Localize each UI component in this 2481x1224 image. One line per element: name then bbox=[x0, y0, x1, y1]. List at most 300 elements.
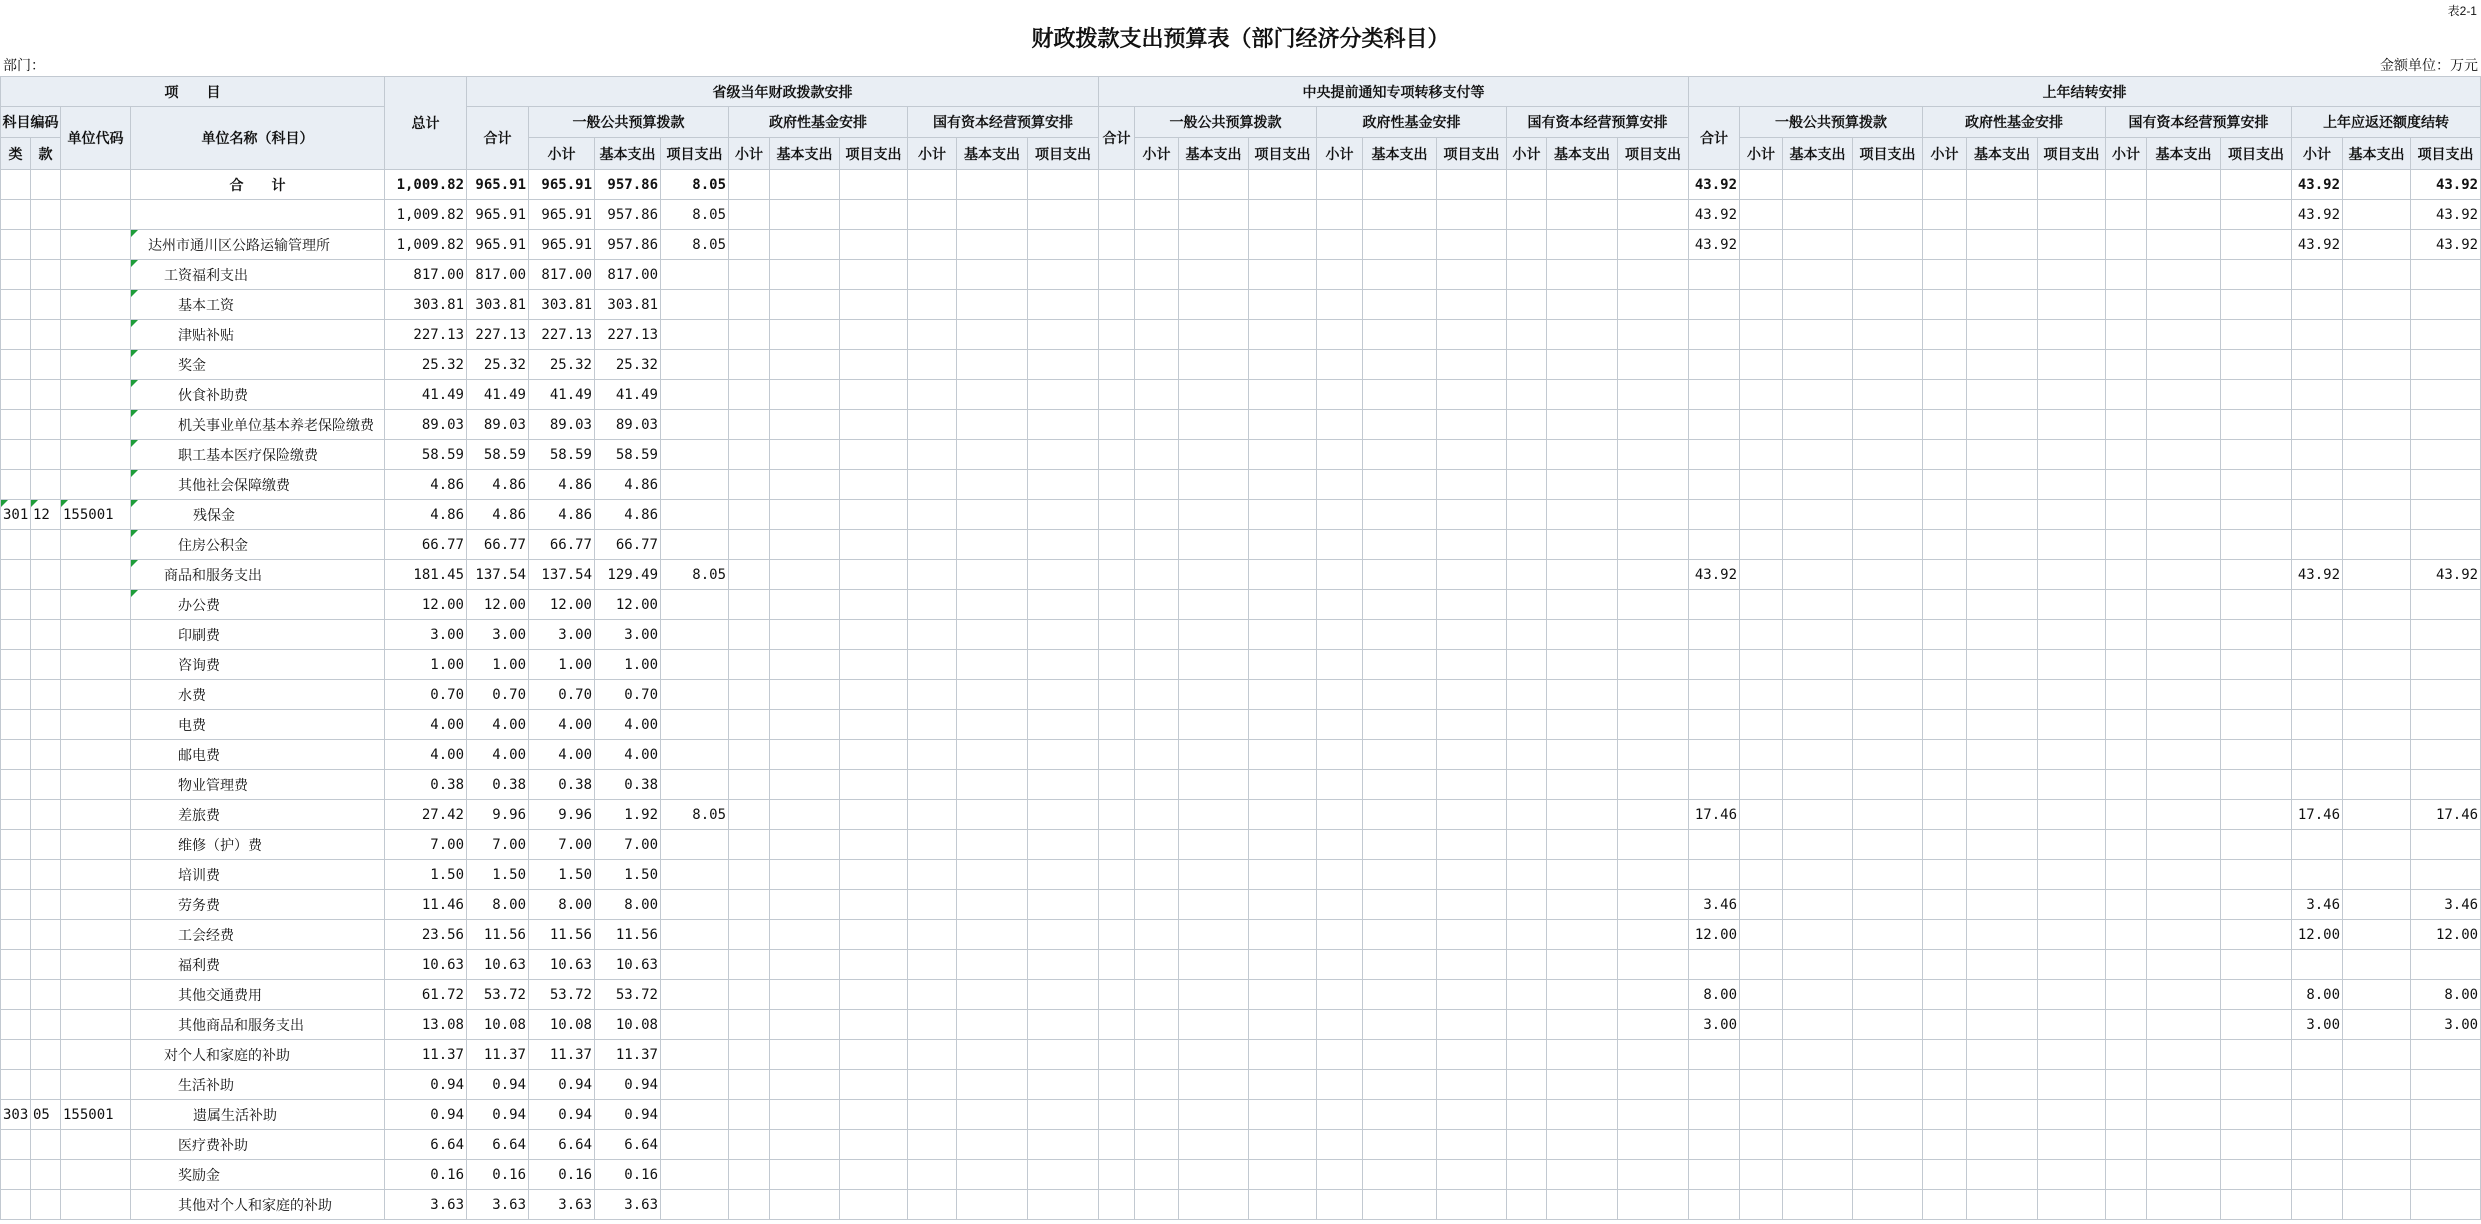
cell-p-soe-proj bbox=[1028, 500, 1099, 530]
cell-p-total: 227.13 bbox=[467, 320, 529, 350]
cell-c-soe-basic bbox=[1547, 500, 1618, 530]
cell-l-fund-sub bbox=[1923, 860, 1967, 890]
cell-c-fund-proj bbox=[1437, 530, 1507, 560]
cell-l-gen-basic bbox=[1783, 770, 1853, 800]
cell-l-fund-basic bbox=[1967, 890, 2038, 920]
header-carryover-gov-fund: 政府性基金安排 bbox=[1923, 107, 2106, 138]
cell-p-total: 0.38 bbox=[467, 770, 529, 800]
cell-unit-code: 155001 bbox=[61, 500, 131, 530]
cell-l-gen-basic bbox=[1783, 890, 1853, 920]
cell-unit-name: 住房公积金 bbox=[131, 530, 385, 560]
cell-l-ret-basic bbox=[2343, 980, 2411, 1010]
header-group-central: 中央提前通知专项转移支付等 bbox=[1099, 77, 1689, 107]
cell-c-gen-proj bbox=[1249, 1040, 1317, 1070]
cell-p-fund-sub bbox=[729, 440, 770, 470]
cell-c-fund-sub bbox=[1317, 590, 1363, 620]
cell-l-fund-proj bbox=[2038, 860, 2106, 890]
cell-c-total bbox=[1099, 590, 1135, 620]
cell-l-total: 43.92 bbox=[1689, 170, 1740, 200]
cell-l-gen-basic bbox=[1783, 380, 1853, 410]
cell-total: 12.00 bbox=[385, 590, 467, 620]
cell-l-ret-sub bbox=[2292, 260, 2343, 290]
cell-l-soe-proj bbox=[2221, 590, 2292, 620]
cell-unit-code bbox=[61, 980, 131, 1010]
cell-c-gen-sub bbox=[1135, 1070, 1179, 1100]
cell-p-gen-basic: 957.86 bbox=[595, 230, 661, 260]
cell-p-fund-proj bbox=[840, 1160, 908, 1190]
cell-p-gen-sub: 1.00 bbox=[529, 650, 595, 680]
cell-l-fund-proj bbox=[2038, 890, 2106, 920]
cell-subject-class bbox=[1, 440, 31, 470]
cell-unit-code bbox=[61, 590, 131, 620]
amount-unit-label: 金额单位：万元 bbox=[2380, 57, 2478, 73]
header-class: 类 bbox=[1, 138, 31, 170]
cell-l-fund-proj bbox=[2038, 590, 2106, 620]
cell-c-gen-sub bbox=[1135, 470, 1179, 500]
cell-l-gen-basic bbox=[1783, 560, 1853, 590]
cell-l-fund-proj bbox=[2038, 1100, 2106, 1130]
cell-l-soe-basic bbox=[2147, 560, 2221, 590]
cell-unit-name: 电费 bbox=[131, 710, 385, 740]
cell-l-ret-proj bbox=[2411, 770, 2481, 800]
cell-l-ret-proj bbox=[2411, 1130, 2481, 1160]
cell-c-gen-basic bbox=[1179, 830, 1249, 860]
header-subtotal: 小计 bbox=[1317, 138, 1363, 170]
cell-l-soe-sub bbox=[2106, 320, 2147, 350]
cell-c-fund-proj bbox=[1437, 440, 1507, 470]
cell-p-soe-basic bbox=[957, 260, 1028, 290]
cell-p-soe-basic bbox=[957, 410, 1028, 440]
cell-c-total bbox=[1099, 770, 1135, 800]
cell-l-soe-proj bbox=[2221, 620, 2292, 650]
header-unit-code: 单位代码 bbox=[61, 107, 131, 170]
cell-l-fund-sub bbox=[1923, 710, 1967, 740]
cell-l-fund-sub bbox=[1923, 1100, 1967, 1130]
cell-c-gen-basic bbox=[1179, 860, 1249, 890]
cell-l-gen-proj bbox=[1853, 500, 1923, 530]
cell-l-ret-basic bbox=[2343, 590, 2411, 620]
cell-subject-section bbox=[31, 890, 61, 920]
cell-p-fund-sub bbox=[729, 980, 770, 1010]
cell-l-soe-basic bbox=[2147, 650, 2221, 680]
cell-c-fund-sub bbox=[1317, 410, 1363, 440]
cell-l-soe-basic bbox=[2147, 770, 2221, 800]
cell-p-soe-sub bbox=[908, 410, 957, 440]
cell-total: 303.81 bbox=[385, 290, 467, 320]
cell-c-fund-proj bbox=[1437, 620, 1507, 650]
cell-c-fund-basic bbox=[1363, 1100, 1437, 1130]
cell-subject-section bbox=[31, 290, 61, 320]
cell-unit-code bbox=[61, 560, 131, 590]
cell-p-total: 9.96 bbox=[467, 800, 529, 830]
cell-c-gen-basic bbox=[1179, 500, 1249, 530]
header-basic-expenditure: 基本支出 bbox=[1967, 138, 2038, 170]
cell-l-soe-basic bbox=[2147, 380, 2221, 410]
cell-c-soe-proj bbox=[1618, 620, 1689, 650]
cell-p-gen-proj bbox=[661, 710, 729, 740]
cell-l-fund-basic bbox=[1967, 170, 2038, 200]
table-row bbox=[1, 860, 2481, 890]
cell-l-ret-proj bbox=[2411, 290, 2481, 320]
cell-c-fund-proj bbox=[1437, 950, 1507, 980]
cell-c-fund-proj bbox=[1437, 800, 1507, 830]
cell-l-soe-basic bbox=[2147, 800, 2221, 830]
cell-p-soe-proj bbox=[1028, 770, 1099, 800]
cell-p-fund-sub bbox=[729, 200, 770, 230]
cell-c-fund-basic bbox=[1363, 500, 1437, 530]
cell-l-ret-basic bbox=[2343, 200, 2411, 230]
table-row bbox=[1, 800, 2481, 830]
cell-l-total bbox=[1689, 770, 1740, 800]
budget-table bbox=[0, 76, 2481, 1220]
cell-l-ret-proj bbox=[2411, 680, 2481, 710]
cell-unit-name: 办公费 bbox=[131, 590, 385, 620]
cell-l-ret-sub: 12.00 bbox=[2292, 920, 2343, 950]
cell-l-fund-basic bbox=[1967, 590, 2038, 620]
cell-l-total bbox=[1689, 1100, 1740, 1130]
cell-unit-code bbox=[61, 1160, 131, 1190]
cell-l-soe-basic bbox=[2147, 710, 2221, 740]
cell-p-fund-proj bbox=[840, 740, 908, 770]
cell-l-gen-sub bbox=[1740, 1100, 1783, 1130]
cell-l-soe-sub bbox=[2106, 830, 2147, 860]
cell-l-soe-proj bbox=[2221, 530, 2292, 560]
cell-p-gen-basic: 4.86 bbox=[595, 470, 661, 500]
cell-c-fund-sub bbox=[1317, 620, 1363, 650]
cell-l-ret-sub bbox=[2292, 590, 2343, 620]
header-project-expenditure: 项目支出 bbox=[1853, 138, 1923, 170]
table-row bbox=[1, 380, 2481, 410]
cell-l-fund-sub bbox=[1923, 1040, 1967, 1070]
cell-l-soe-proj bbox=[2221, 740, 2292, 770]
cell-subject-class bbox=[1, 920, 31, 950]
cell-c-gen-sub bbox=[1135, 830, 1179, 860]
cell-l-ret-basic bbox=[2343, 1100, 2411, 1130]
cell-p-gen-sub: 227.13 bbox=[529, 320, 595, 350]
cell-c-soe-proj bbox=[1618, 830, 1689, 860]
cell-l-gen-proj bbox=[1853, 740, 1923, 770]
cell-c-soe-basic bbox=[1547, 260, 1618, 290]
cell-c-soe-basic bbox=[1547, 560, 1618, 590]
cell-l-total: 17.46 bbox=[1689, 800, 1740, 830]
cell-l-soe-proj bbox=[2221, 860, 2292, 890]
cell-l-gen-proj bbox=[1853, 290, 1923, 320]
cell-l-gen-proj bbox=[1853, 770, 1923, 800]
cell-c-soe-basic bbox=[1547, 1130, 1618, 1160]
cell-c-total bbox=[1099, 830, 1135, 860]
cell-p-fund-sub bbox=[729, 950, 770, 980]
cell-c-soe-proj bbox=[1618, 440, 1689, 470]
cell-l-fund-sub bbox=[1923, 350, 1967, 380]
cell-p-soe-sub bbox=[908, 350, 957, 380]
cell-p-fund-proj bbox=[840, 650, 908, 680]
cell-c-gen-proj bbox=[1249, 560, 1317, 590]
cell-l-ret-basic bbox=[2343, 560, 2411, 590]
cell-p-fund-proj bbox=[840, 380, 908, 410]
cell-p-soe-basic bbox=[957, 380, 1028, 410]
cell-l-ret-basic bbox=[2343, 800, 2411, 830]
cell-l-gen-basic bbox=[1783, 980, 1853, 1010]
cell-l-fund-sub bbox=[1923, 980, 1967, 1010]
cell-c-gen-proj bbox=[1249, 530, 1317, 560]
table-row bbox=[1, 1010, 2481, 1040]
cell-l-soe-sub bbox=[2106, 560, 2147, 590]
cell-p-soe-proj bbox=[1028, 320, 1099, 350]
cell-p-gen-proj bbox=[661, 470, 729, 500]
cell-l-soe-basic bbox=[2147, 1070, 2221, 1100]
cell-l-soe-proj bbox=[2221, 800, 2292, 830]
cell-c-total bbox=[1099, 680, 1135, 710]
cell-c-gen-sub bbox=[1135, 530, 1179, 560]
cell-l-fund-basic bbox=[1967, 1160, 2038, 1190]
cell-c-gen-sub bbox=[1135, 1160, 1179, 1190]
cell-c-fund-sub bbox=[1317, 1190, 1363, 1220]
cell-l-fund-proj bbox=[2038, 470, 2106, 500]
cell-l-fund-basic bbox=[1967, 710, 2038, 740]
table-number: 表2-1 bbox=[2447, 4, 2477, 18]
cell-p-soe-basic bbox=[957, 1130, 1028, 1160]
cell-c-soe-sub bbox=[1507, 740, 1547, 770]
cell-p-total: 25.32 bbox=[467, 350, 529, 380]
cell-c-total bbox=[1099, 920, 1135, 950]
cell-l-total: 12.00 bbox=[1689, 920, 1740, 950]
cell-c-soe-proj bbox=[1618, 890, 1689, 920]
cell-p-gen-proj: 8.05 bbox=[661, 560, 729, 590]
cell-c-soe-basic bbox=[1547, 1160, 1618, 1190]
cell-subject-class bbox=[1, 620, 31, 650]
cell-p-soe-basic bbox=[957, 890, 1028, 920]
cell-c-fund-basic bbox=[1363, 350, 1437, 380]
cell-l-soe-basic bbox=[2147, 290, 2221, 320]
cell-l-gen-sub bbox=[1740, 1010, 1783, 1040]
cell-p-soe-basic bbox=[957, 650, 1028, 680]
cell-l-ret-basic bbox=[2343, 770, 2411, 800]
cell-c-soe-proj bbox=[1618, 200, 1689, 230]
cell-c-fund-basic bbox=[1363, 800, 1437, 830]
cell-l-ret-proj bbox=[2411, 350, 2481, 380]
cell-l-soe-sub bbox=[2106, 440, 2147, 470]
cell-l-fund-basic bbox=[1967, 230, 2038, 260]
cell-l-total bbox=[1689, 440, 1740, 470]
cell-p-gen-basic: 66.77 bbox=[595, 530, 661, 560]
cell-p-soe-basic bbox=[957, 470, 1028, 500]
cell-unit-name: 邮电费 bbox=[131, 740, 385, 770]
cell-l-ret-sub bbox=[2292, 950, 2343, 980]
cell-unit-code bbox=[61, 710, 131, 740]
cell-c-soe-basic bbox=[1547, 1040, 1618, 1070]
cell-l-soe-basic bbox=[2147, 1010, 2221, 1040]
cell-c-fund-sub bbox=[1317, 1070, 1363, 1100]
cell-c-soe-sub bbox=[1507, 290, 1547, 320]
cell-p-soe-sub bbox=[908, 470, 957, 500]
cell-p-gen-basic: 11.56 bbox=[595, 920, 661, 950]
cell-c-fund-sub bbox=[1317, 650, 1363, 680]
cell-p-gen-basic: 1.50 bbox=[595, 860, 661, 890]
cell-l-soe-basic bbox=[2147, 890, 2221, 920]
cell-subject-section bbox=[31, 380, 61, 410]
cell-c-soe-basic bbox=[1547, 980, 1618, 1010]
cell-c-total bbox=[1099, 800, 1135, 830]
cell-l-fund-sub bbox=[1923, 500, 1967, 530]
cell-c-soe-proj bbox=[1618, 470, 1689, 500]
cell-l-gen-basic bbox=[1783, 860, 1853, 890]
cell-p-fund-basic bbox=[770, 860, 840, 890]
header-subtotal: 小计 bbox=[729, 138, 770, 170]
cell-p-fund-proj bbox=[840, 920, 908, 950]
cell-unit-name: 合 计 bbox=[131, 170, 385, 200]
cell-l-fund-sub bbox=[1923, 1070, 1967, 1100]
cell-p-fund-sub bbox=[729, 170, 770, 200]
cell-c-gen-basic bbox=[1179, 620, 1249, 650]
cell-p-total: 66.77 bbox=[467, 530, 529, 560]
cell-l-total: 43.92 bbox=[1689, 200, 1740, 230]
cell-p-gen-proj bbox=[661, 650, 729, 680]
cell-l-ret-proj bbox=[2411, 860, 2481, 890]
cell-l-gen-sub bbox=[1740, 290, 1783, 320]
cell-c-gen-proj bbox=[1249, 500, 1317, 530]
cell-p-fund-sub bbox=[729, 1100, 770, 1130]
cell-l-gen-sub bbox=[1740, 590, 1783, 620]
cell-l-soe-sub bbox=[2106, 380, 2147, 410]
cell-l-ret-proj: 17.46 bbox=[2411, 800, 2481, 830]
cell-total: 1,009.82 bbox=[385, 200, 467, 230]
cell-c-soe-proj bbox=[1618, 290, 1689, 320]
cell-l-fund-proj bbox=[2038, 980, 2106, 1010]
cell-l-soe-sub bbox=[2106, 1130, 2147, 1160]
cell-p-soe-sub bbox=[908, 620, 957, 650]
cell-l-fund-sub bbox=[1923, 410, 1967, 440]
cell-c-fund-sub bbox=[1317, 1100, 1363, 1130]
cell-c-soe-sub bbox=[1507, 200, 1547, 230]
cell-p-gen-proj bbox=[661, 260, 729, 290]
cell-p-soe-sub bbox=[908, 680, 957, 710]
cell-l-ret-basic bbox=[2343, 320, 2411, 350]
cell-p-soe-sub bbox=[908, 440, 957, 470]
cell-l-gen-basic bbox=[1783, 1100, 1853, 1130]
table-row bbox=[1, 350, 2481, 380]
cell-c-soe-sub bbox=[1507, 1070, 1547, 1100]
cell-p-total: 0.94 bbox=[467, 1070, 529, 1100]
cell-l-soe-proj bbox=[2221, 260, 2292, 290]
cell-p-soe-basic bbox=[957, 860, 1028, 890]
cell-unit-code bbox=[61, 800, 131, 830]
cell-l-ret-sub bbox=[2292, 620, 2343, 650]
cell-l-fund-proj bbox=[2038, 800, 2106, 830]
cell-l-total bbox=[1689, 290, 1740, 320]
cell-l-fund-sub bbox=[1923, 800, 1967, 830]
cell-p-gen-basic: 4.00 bbox=[595, 740, 661, 770]
cell-p-fund-basic bbox=[770, 290, 840, 320]
cell-l-ret-sub: 8.00 bbox=[2292, 980, 2343, 1010]
cell-l-gen-basic bbox=[1783, 650, 1853, 680]
cell-total: 6.64 bbox=[385, 1130, 467, 1160]
cell-c-soe-basic bbox=[1547, 830, 1618, 860]
cell-p-soe-basic bbox=[957, 500, 1028, 530]
cell-c-total bbox=[1099, 170, 1135, 200]
cell-l-ret-sub bbox=[2292, 1040, 2343, 1070]
cell-l-gen-proj bbox=[1853, 260, 1923, 290]
cell-p-fund-basic bbox=[770, 830, 840, 860]
cell-l-gen-basic bbox=[1783, 170, 1853, 200]
cell-l-soe-proj bbox=[2221, 980, 2292, 1010]
cell-p-gen-sub: 1.50 bbox=[529, 860, 595, 890]
cell-l-soe-sub bbox=[2106, 350, 2147, 380]
cell-unit-code bbox=[61, 1190, 131, 1220]
cell-c-soe-proj bbox=[1618, 1190, 1689, 1220]
cell-c-soe-basic bbox=[1547, 230, 1618, 260]
cell-p-total: 11.56 bbox=[467, 920, 529, 950]
cell-l-gen-proj bbox=[1853, 200, 1923, 230]
cell-subject-section bbox=[31, 440, 61, 470]
cell-total: 0.70 bbox=[385, 680, 467, 710]
cell-l-fund-basic bbox=[1967, 470, 2038, 500]
cell-l-fund-basic bbox=[1967, 950, 2038, 980]
cell-c-fund-basic bbox=[1363, 710, 1437, 740]
cell-subject-section bbox=[31, 980, 61, 1010]
cell-c-gen-proj bbox=[1249, 350, 1317, 380]
cell-p-total: 4.86 bbox=[467, 470, 529, 500]
cell-p-fund-sub bbox=[729, 650, 770, 680]
cell-l-gen-basic bbox=[1783, 260, 1853, 290]
cell-p-fund-sub bbox=[729, 1190, 770, 1220]
cell-total: 4.00 bbox=[385, 740, 467, 770]
header-provincial-soe-budget: 国有资本经营预算安排 bbox=[908, 107, 1099, 138]
cell-unit-name: 维修（护）费 bbox=[131, 830, 385, 860]
header-basic-expenditure: 基本支出 bbox=[957, 138, 1028, 170]
table-header bbox=[1, 77, 2481, 170]
cell-p-fund-basic bbox=[770, 230, 840, 260]
cell-p-total: 1.00 bbox=[467, 650, 529, 680]
cell-subject-section bbox=[31, 1040, 61, 1070]
cell-c-soe-sub bbox=[1507, 1010, 1547, 1040]
cell-p-fund-basic bbox=[770, 800, 840, 830]
cell-l-ret-proj bbox=[2411, 1040, 2481, 1070]
cell-l-ret-sub bbox=[2292, 1190, 2343, 1220]
cell-total: 23.56 bbox=[385, 920, 467, 950]
cell-p-fund-sub bbox=[729, 890, 770, 920]
cell-subject-class bbox=[1, 680, 31, 710]
header-grand-total: 总计 bbox=[385, 77, 467, 170]
cell-c-gen-basic bbox=[1179, 530, 1249, 560]
cell-l-total bbox=[1689, 830, 1740, 860]
table-row bbox=[1, 320, 2481, 350]
cell-p-soe-sub bbox=[908, 260, 957, 290]
cell-l-fund-basic bbox=[1967, 560, 2038, 590]
cell-p-soe-basic bbox=[957, 230, 1028, 260]
cell-l-fund-sub bbox=[1923, 470, 1967, 500]
cell-l-ret-sub bbox=[2292, 290, 2343, 320]
cell-l-ret-basic bbox=[2343, 680, 2411, 710]
cell-total: 817.00 bbox=[385, 260, 467, 290]
cell-c-gen-sub bbox=[1135, 560, 1179, 590]
cell-l-gen-basic bbox=[1783, 830, 1853, 860]
cell-l-soe-basic bbox=[2147, 920, 2221, 950]
cell-c-fund-proj bbox=[1437, 410, 1507, 440]
cell-p-fund-basic bbox=[770, 350, 840, 380]
cell-l-ret-sub bbox=[2292, 680, 2343, 710]
cell-p-fund-basic bbox=[770, 710, 840, 740]
cell-subject-class bbox=[1, 650, 31, 680]
cell-l-ret-sub bbox=[2292, 440, 2343, 470]
cell-c-gen-basic bbox=[1179, 200, 1249, 230]
cell-unit-code bbox=[61, 950, 131, 980]
cell-l-fund-basic bbox=[1967, 320, 2038, 350]
cell-total: 11.46 bbox=[385, 890, 467, 920]
cell-c-fund-sub bbox=[1317, 680, 1363, 710]
cell-c-gen-basic bbox=[1179, 740, 1249, 770]
cell-l-soe-sub bbox=[2106, 290, 2147, 320]
cell-l-ret-sub bbox=[2292, 1100, 2343, 1130]
